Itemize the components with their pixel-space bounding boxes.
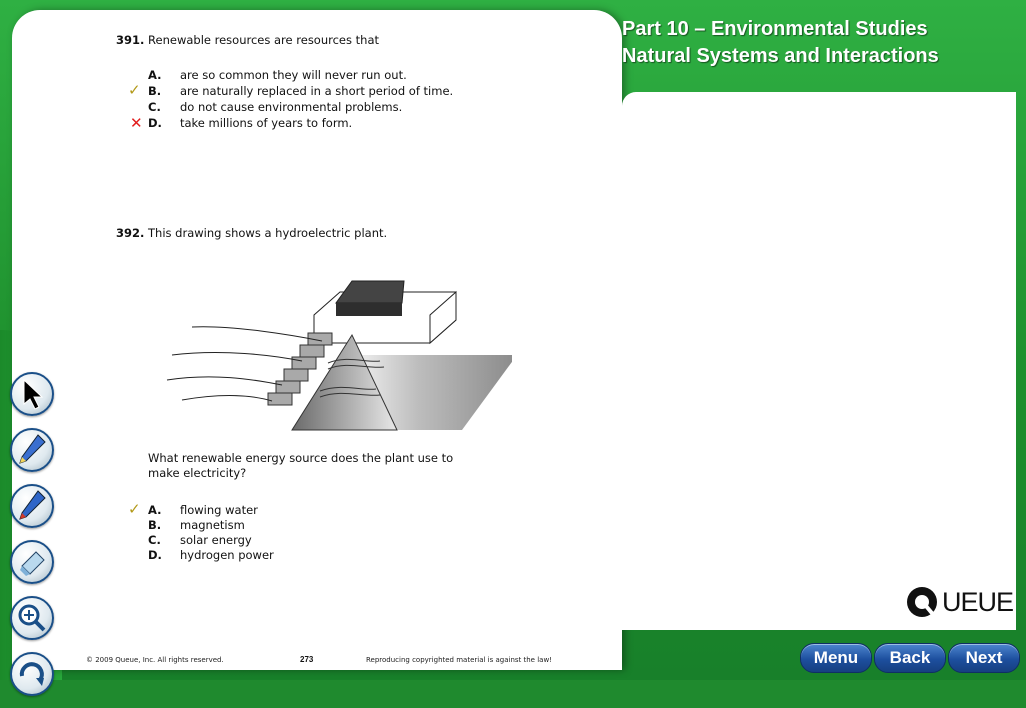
pen-red-tool-button[interactable] xyxy=(10,484,54,528)
check-mark-icon: ✓ xyxy=(128,500,141,518)
toolbar xyxy=(10,372,54,708)
pen-blue-tool-button[interactable] xyxy=(10,428,54,472)
pointer-tool-button[interactable] xyxy=(10,372,54,416)
answer-text: do not cause environmental problems. xyxy=(180,100,403,114)
question-line-2: make electricity? xyxy=(148,466,247,480)
copyright-notice: Reproducing copyrighted material is against the law! xyxy=(366,656,552,664)
question-line-1: What renewable energy source does the plant use to xyxy=(148,451,454,465)
answer-text: magnetism xyxy=(180,518,245,532)
question-392-answers xyxy=(128,500,468,573)
question-392-prompt xyxy=(116,226,387,240)
question-text: Renewable resources are resources that xyxy=(148,33,380,47)
question-391-answers xyxy=(128,68,468,138)
eraser-icon xyxy=(12,542,52,582)
question-392-text xyxy=(148,451,453,481)
queue-logo-text: UEUE xyxy=(942,587,1014,617)
queue-logo xyxy=(906,584,1014,620)
answer-text: flowing water xyxy=(180,503,258,517)
page-subtitle: Natural Systems and Interactions xyxy=(622,45,939,67)
answer-letter: B. xyxy=(148,84,162,98)
back-button[interactable]: Back xyxy=(874,643,946,673)
page-title: Part 10 – Environmental Studies xyxy=(622,18,928,40)
copyright-text: © 2009 Queue, Inc. All rights reserved. xyxy=(86,656,224,664)
refresh-tool-button[interactable] xyxy=(10,652,54,696)
check-mark-icon: ✓ xyxy=(128,81,141,99)
question-text: This drawing shows a hydroelectric plant. xyxy=(148,226,388,240)
pen-blue-icon xyxy=(12,430,52,470)
page-number: 273 xyxy=(300,655,314,664)
answer-text: take millions of years to form. xyxy=(180,116,353,130)
pointer-icon xyxy=(12,374,52,414)
worksheet-page xyxy=(12,10,622,670)
cross-mark-icon: ✕ xyxy=(130,114,143,132)
answer-letter: C. xyxy=(148,100,161,114)
answer-letter: D. xyxy=(148,116,162,130)
answer-letter: A. xyxy=(148,68,162,82)
answer-letter: D. xyxy=(148,548,162,562)
header xyxy=(622,16,939,70)
answer-letter: A. xyxy=(148,503,162,517)
answer-letter: B. xyxy=(148,518,162,532)
question-391-prompt xyxy=(116,33,379,47)
zoom-in-icon xyxy=(12,598,52,638)
pen-red-icon xyxy=(12,486,52,526)
answer-letter: C. xyxy=(148,533,161,547)
question-number: 391. xyxy=(116,33,145,47)
eraser-tool-button[interactable] xyxy=(10,540,54,584)
answer-text: are naturally replaced in a short period of time. xyxy=(180,84,454,98)
answer-text: hydrogen power xyxy=(180,548,274,562)
answer-panel xyxy=(622,92,1016,630)
refresh-icon xyxy=(12,654,52,694)
zoom-in-tool-button[interactable] xyxy=(10,596,54,640)
question-number: 392. xyxy=(116,226,145,240)
answer-text: solar energy xyxy=(180,533,252,547)
hydroelectric-plant-drawing xyxy=(152,265,512,435)
menu-button[interactable]: Menu xyxy=(800,643,872,673)
next-button[interactable]: Next xyxy=(948,643,1020,673)
answer-text: are so common they will never run out. xyxy=(180,68,407,82)
